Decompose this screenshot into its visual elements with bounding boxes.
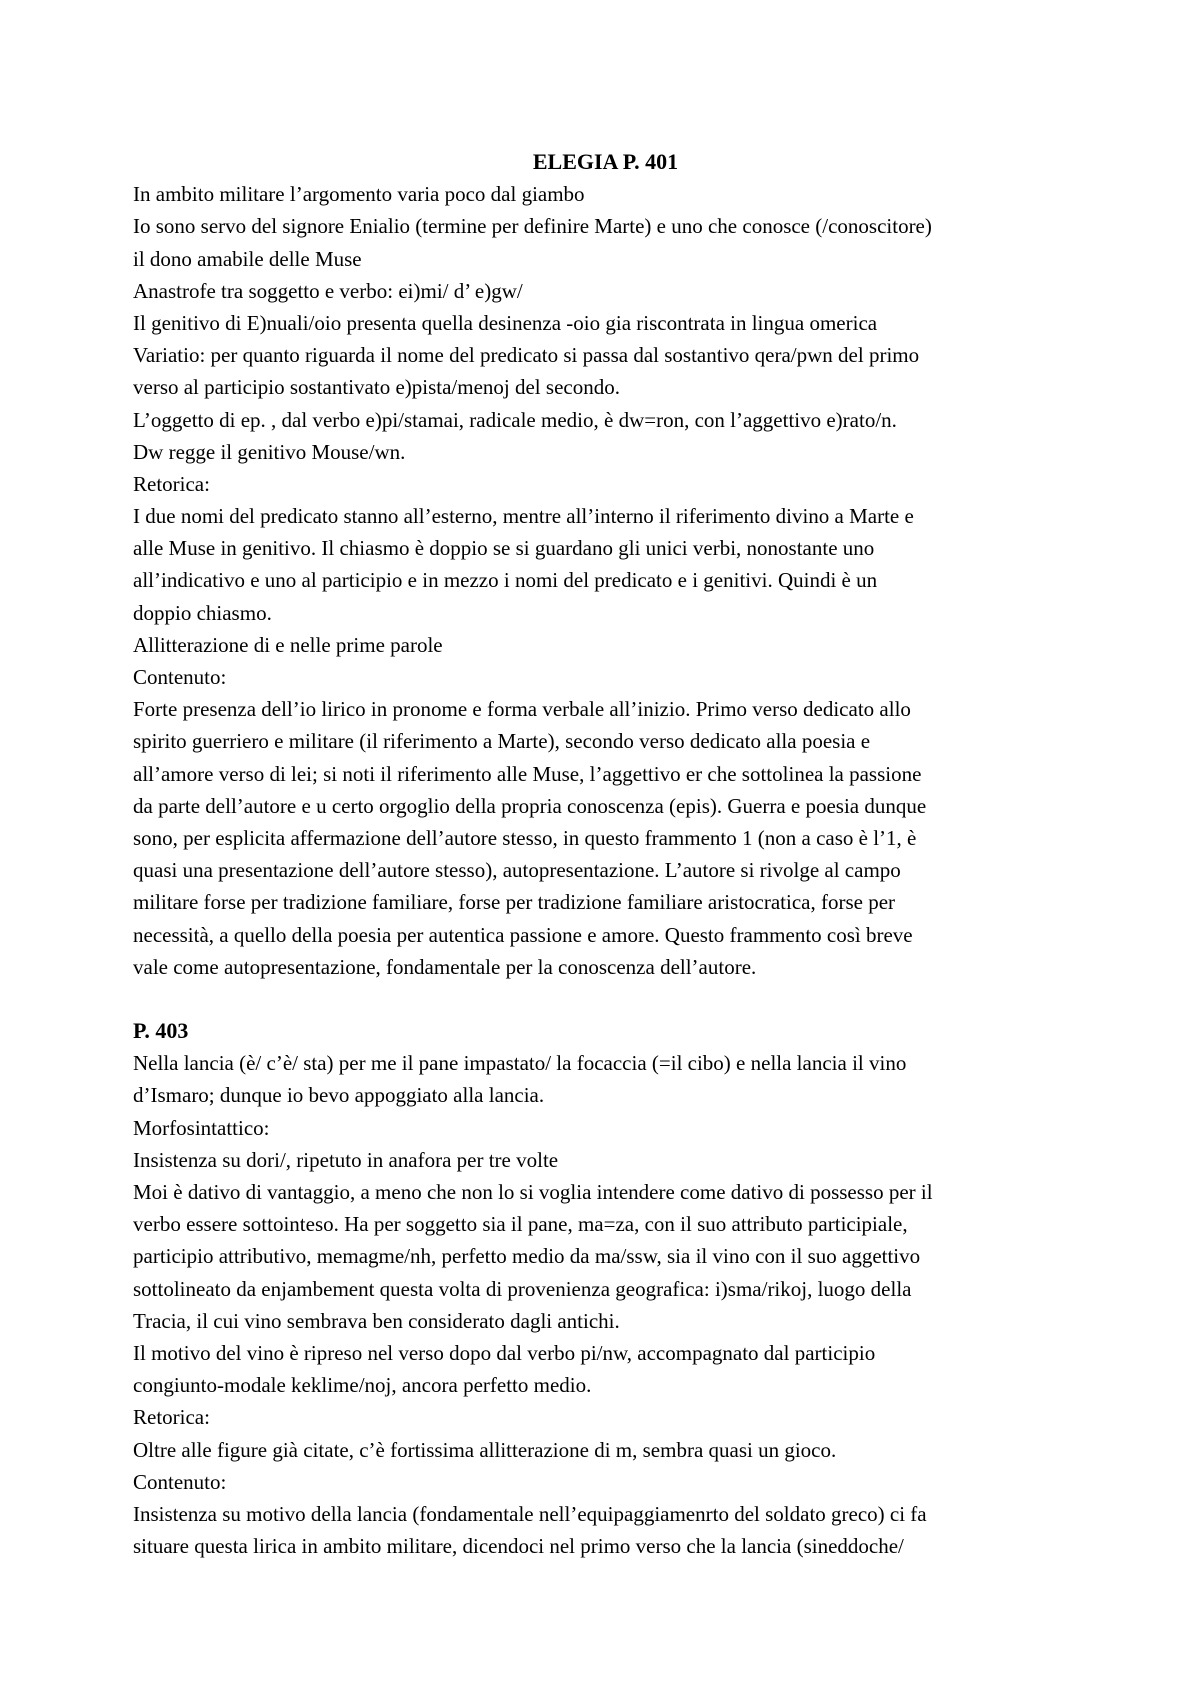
document-page — [133, 146, 1078, 1562]
text-line: necessità, a quello della poesia per autentica passione e amore. Questo frammento così breve — [133, 922, 913, 947]
text-line: Io sono servo del signore Enialio (termine per definire Marte) e uno che conosce (/conoscitore) — [133, 214, 932, 239]
section-elegia — [133, 178, 1078, 983]
text-line: Anastrofe tra soggetto e verbo: ei)mi/ d’ e)gw/ — [133, 278, 523, 303]
text-line: alle Muse in genitivo. Il chiasmo è doppio se si guardano gli unici verbi, nonostante uno — [133, 536, 875, 561]
text-line: situare questa lirica in ambito militare, dicendoci nel primo verso che la lancia (sineddoche/ — [133, 1534, 904, 1559]
text-line: congiunto-modale keklime/noj, ancora perfetto medio. — [133, 1373, 592, 1398]
text-line: Oltre alle figure già citate, c’è fortissima allitterazione di m, sembra quasi un gioco. — [133, 1437, 837, 1462]
text-line: Insistenza su dori/, ripetuto in anafora per tre volte — [133, 1147, 559, 1172]
text-line: spirito guerriero e militare (il riferimento a Marte), secondo verso dedicato alla poesia e — [133, 729, 871, 754]
text-line: Tracia, il cui vino sembrava ben considerato dagli antichi. — [133, 1308, 620, 1333]
text-line: Retorica: — [133, 1405, 210, 1430]
text-line: Insistenza su motivo della lancia (fondamentale nell’equipaggiamenrto del soldato greco) ci fa — [133, 1501, 927, 1526]
text-line: Variatio: per quanto riguarda il nome del predicato si passa dal sostantivo qera/pwn del primo — [133, 343, 920, 368]
text-line: Nella lancia (è/ c’è/ sta) per me il pane impastato/ la focaccia (=il cibo) e nella lancia il vino — [133, 1051, 907, 1076]
section-p403 — [133, 1047, 1078, 1562]
text-line: Morfosintattico: — [133, 1115, 270, 1140]
text-line: In ambito militare l’argomento varia poco dal giambo — [133, 182, 585, 207]
text-line: verbo essere sottointeso. Ha per soggetto sia il pane, ma=za, con il suo attributo participiale, — [133, 1212, 908, 1237]
text-line: Dw regge il genitivo Mouse/wn. — [133, 439, 406, 464]
text-line: militare forse per tradizione familiare, forse per tradizione familiare aristocratica, forse per — [133, 890, 896, 915]
text-line: all’indicativo e uno al participio e in mezzo i nomi del predicato e i genitivi. Quindi è un — [133, 568, 878, 593]
text-line: Retorica: — [133, 471, 210, 496]
section-title-p403: P. 403 — [133, 1018, 189, 1044]
page-title: ELEGIA P. 401 — [532, 149, 679, 174]
text-line: sono, per esplicita affermazione dell’autore stesso, in questo frammento 1 (non a caso è l’1, è — [133, 825, 917, 850]
text-line: verso al participio sostantivato e)pista/menoj del secondo. — [133, 375, 620, 400]
text-line: quasi una presentazione dell’autore stesso), autopresentazione. L’autore si rivolge al campo — [133, 858, 901, 883]
text-line: il dono amabile delle Muse — [133, 246, 362, 271]
text-line: Allitterazione di e nelle prime parole — [133, 632, 443, 657]
text-line: Forte presenza dell’io lirico in pronome e forma verbale all’inizio. Primo verso dedicato allo — [133, 697, 911, 722]
text-line: participio attributivo, memagme/nh, perfetto medio da ma/ssw, sia il vino con il suo aggettivo — [133, 1244, 921, 1269]
text-line: Contenuto: — [133, 665, 227, 689]
text-line: Contenuto: — [133, 1469, 227, 1494]
text-line: da parte dell’autore e u certo orgoglio della propria conoscenza (epis). Guerra e poesia dunque — [133, 793, 927, 818]
text-line: vale come autopresentazione, fondamentale per la conoscenza dell’autore. — [133, 954, 757, 979]
text-line: Il motivo del vino è ripreso nel verso dopo dal verbo pi/nw, accompagnato dal participio — [133, 1340, 876, 1365]
text-line: Il genitivo di E)nuali/oio presenta quella desinenza -oio gia riscontrata in lingua omerica — [133, 310, 878, 335]
text-line: doppio chiasmo. — [133, 600, 272, 625]
text-line: L’oggetto di ep. , dal verbo e)pi/stamai, radicale medio, è dw=ron, con l’aggettivo e)rato/n. — [133, 407, 897, 432]
text-line: Moi è dativo di vantaggio, a meno che non lo si voglia intendere come dativo di possesso per il — [133, 1180, 933, 1204]
text-line: d’Ismaro; dunque io bevo appoggiato alla lancia. — [133, 1083, 545, 1108]
section-gap — [133, 983, 1078, 1015]
text-line: sottolineato da enjambement questa volta di provenienza geografica: i)sma/rikoj, luogo della — [133, 1276, 912, 1301]
text-line: I due nomi del predicato stanno all’esterno, mentre all’interno il riferimento divino a Marte e — [133, 504, 914, 529]
text-line: all’amore verso di lei; si noti il riferimento alle Muse, l’aggettivo er che sottolinea la passione — [133, 761, 922, 786]
